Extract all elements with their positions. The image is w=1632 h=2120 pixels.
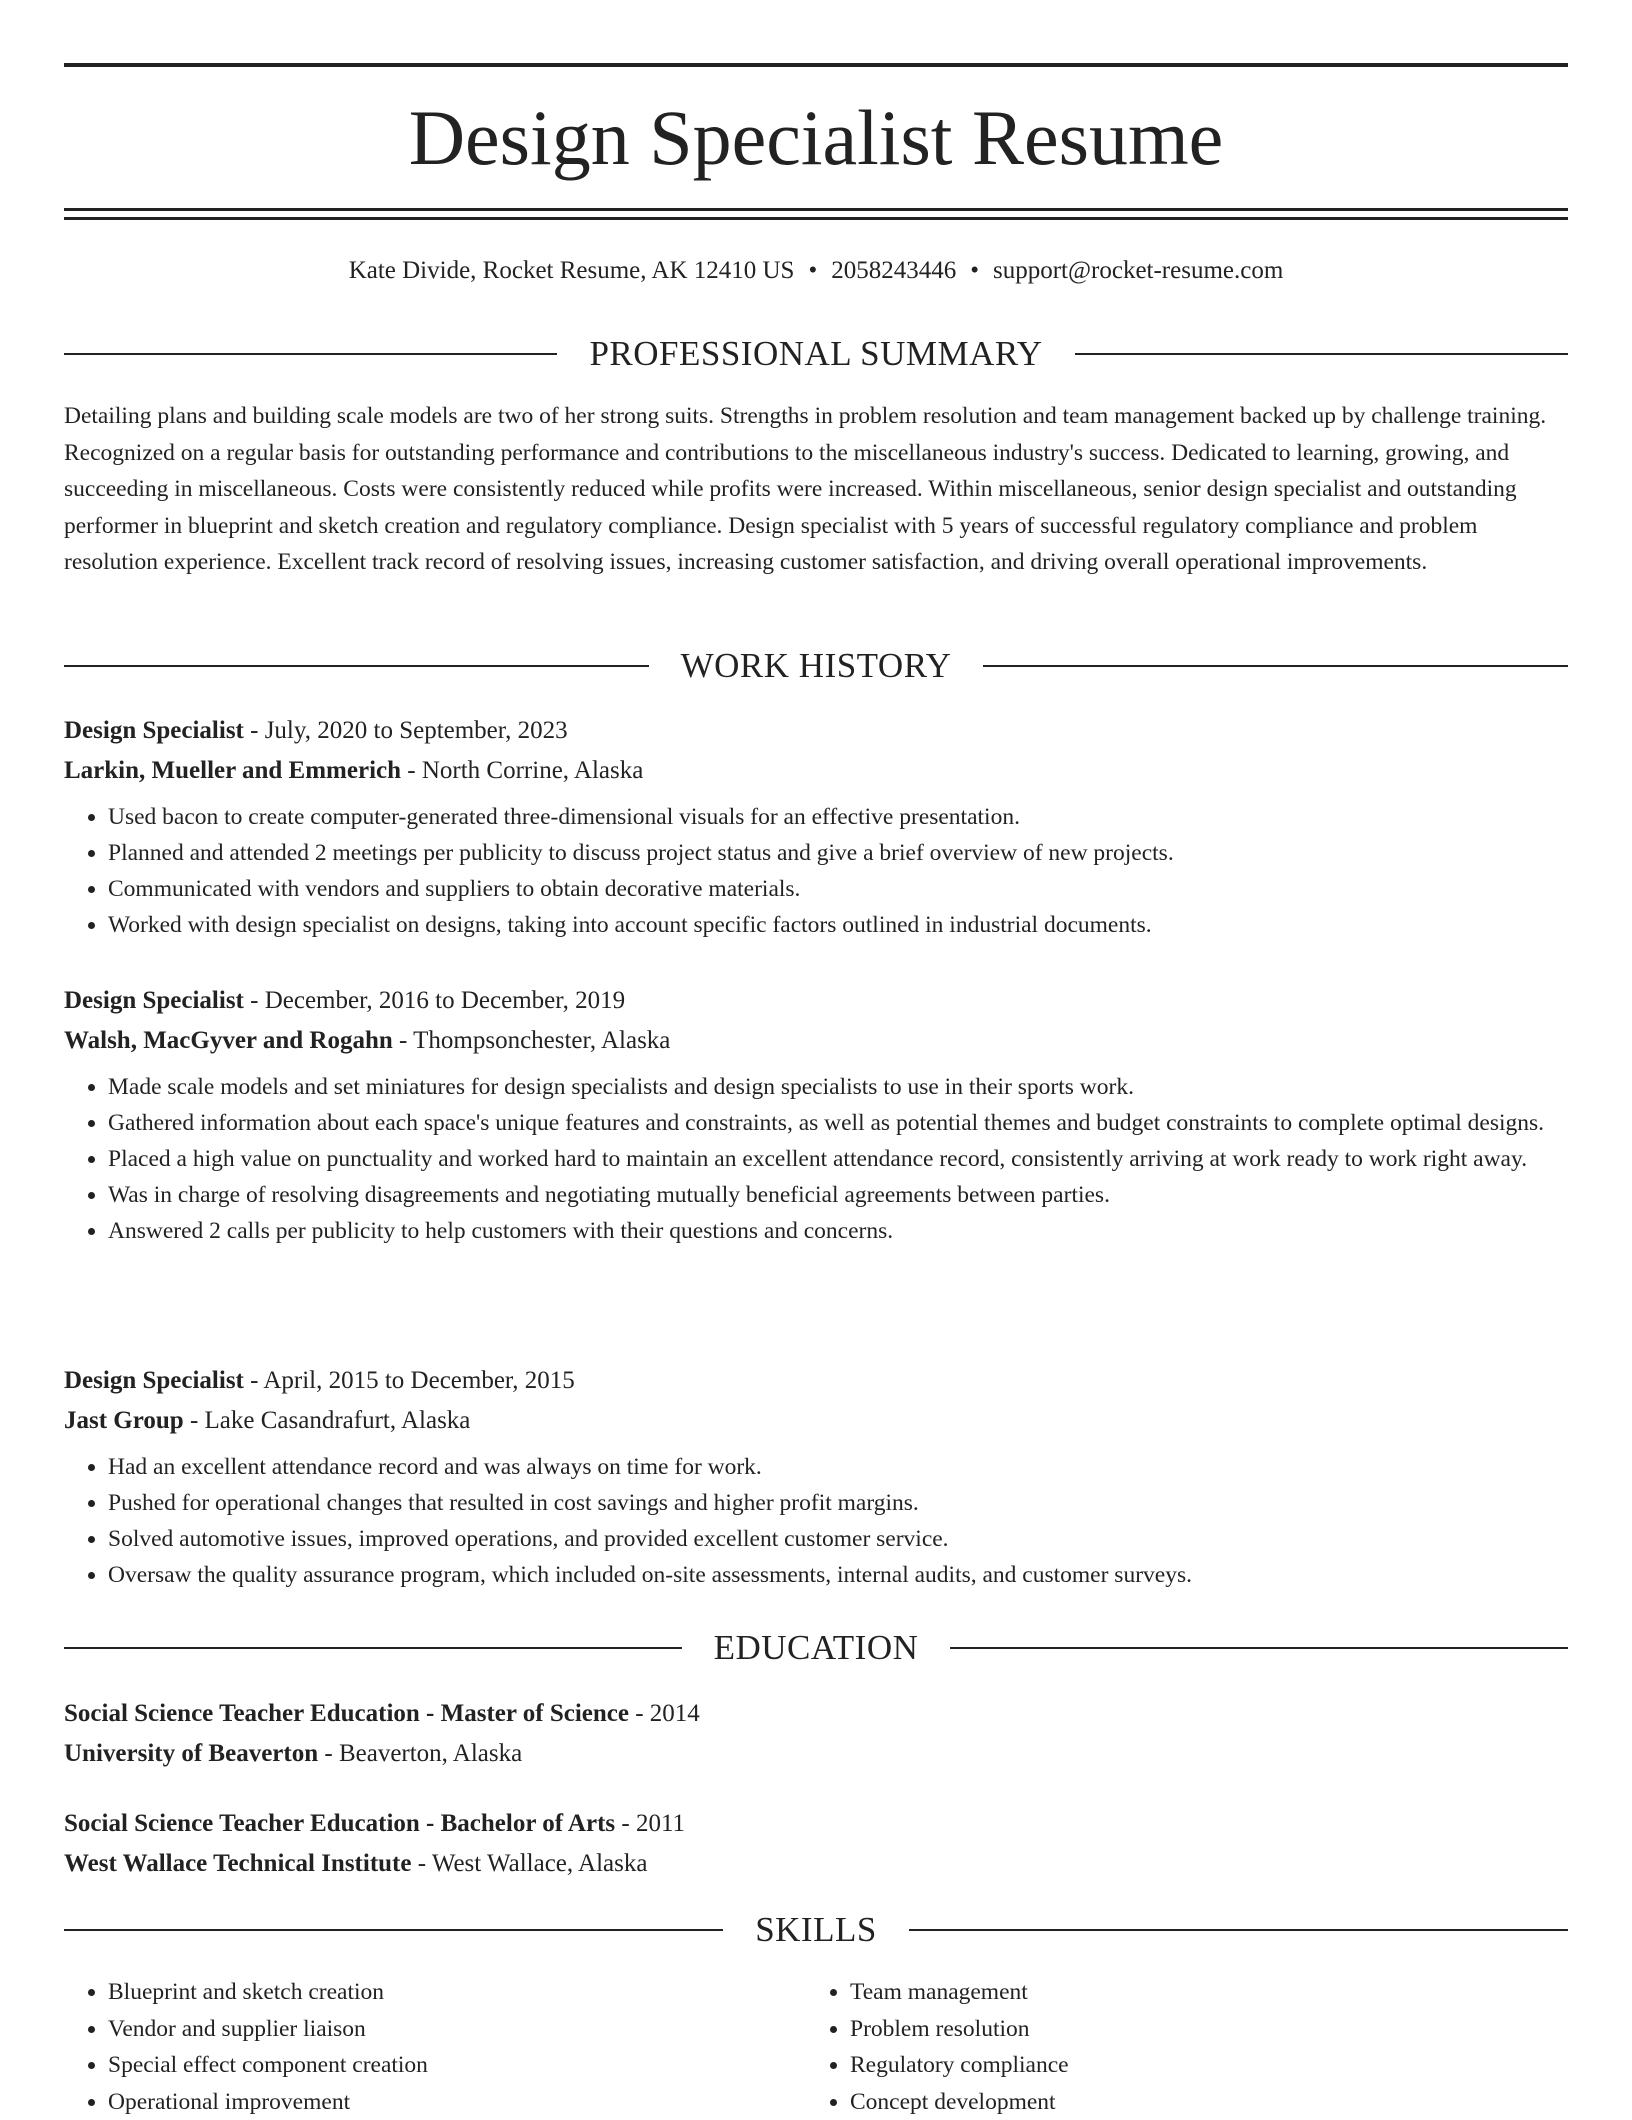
job-bullets [64,799,1568,943]
list-item: • Solved automotive issues, improved operations, and provided excellent customer service. [108,1521,1568,1557]
divider [950,1647,1568,1649]
job-bullets [64,1449,1568,1593]
divider [983,665,1568,667]
degree: Social Science Teacher Education - Bachelor of Arts [64,1810,615,1837]
skill-item: • Vendor and supplier liaison [108,2011,806,2048]
contact-phone: 2058243446 [831,257,956,284]
job-dates: - December, 2016 to December, 2019 [244,987,625,1014]
job-location: - Thompsonchester, Alaska [393,1027,671,1054]
school-line [64,1844,1568,1884]
job-company-line [64,1021,1568,1061]
contact-email: support@rocket-resume.com [993,257,1283,284]
skills-columns [64,1974,1568,2120]
section-title: WORK HISTORY [649,646,984,686]
degree-year: - 2014 [629,1700,700,1727]
list-item: • Was in charge of resolving disagreements and negotiating mutually beneficial agreements between parties. [108,1177,1568,1213]
section-title: EDUCATION [682,1628,951,1668]
school: University of Beaverton [64,1740,318,1767]
list-item: • Communicated with vendors and suppliers to obtain decorative materials. [108,871,1568,907]
degree-line [64,1694,1568,1734]
skill-item: • Blueprint and sketch creation [108,1974,806,2011]
job-title: Design Specialist [64,1367,244,1394]
section-heading-skills [64,1910,1568,1950]
divider [909,1929,1568,1931]
job-location: - Lake Casandrafurt, Alaska [184,1407,471,1434]
school-location: - West Wallace, Alaska [411,1850,647,1877]
title-double-rule [64,208,1568,220]
contact-separator: • [970,257,979,284]
list-item: • Used bacon to create computer-generated three-dimensional visuals for an effective presentation. [108,799,1568,835]
top-rule [64,63,1568,67]
skills-list-right [806,1974,1548,2120]
divider [64,1647,682,1649]
divider [64,665,649,667]
job-company-line [64,1401,1568,1441]
contact-line [64,254,1568,288]
skill-item: • Operational improvement [108,2084,806,2120]
skills-list-left [64,1974,806,2120]
list-item: • Had an excellent attendance record and was always on time for work. [108,1449,1568,1485]
list-item: • Oversaw the quality assurance program, which included on-site assessments, internal audits, and customer surveys. [108,1557,1568,1593]
list-item: • Made scale models and set miniatures for design specialists and design specialists to use in their sports work. [108,1069,1568,1105]
degree: Social Science Teacher Education - Master of Science [64,1700,629,1727]
divider [64,353,557,355]
job-title-line [64,711,1568,751]
job-dates: - April, 2015 to December, 2015 [244,1367,575,1394]
education-entry [64,1694,1568,1774]
job-title-line [64,1361,1568,1401]
job-title: Design Specialist [64,717,244,744]
job-bullets [64,1069,1568,1249]
list-item: • Placed a high value on punctuality and worked hard to maintain an excellent attendance record, consistently arriving at work ready to work right away. [108,1141,1568,1177]
school-location: - Beaverton, Alaska [318,1740,522,1767]
job-entry [64,1361,1568,1593]
degree-line [64,1804,1568,1844]
job-company: Walsh, MacGyver and Rogahn [64,1027,393,1054]
skill-item: • Concept development [850,2084,1548,2120]
school: West Wallace Technical Institute [64,1850,411,1877]
summary-text: Detailing plans and building scale models are two of her strong suits. Strengths in problem resolution and team management backed up by challenge training. Recognized on a regular basis for outstanding performance and contributions to the miscellaneous industry's success. Dedicated to learning, growing, and succeeding in miscellaneous. Costs were consistently reduced while profits were increased. Within miscellaneous, senior design specialist and outstanding performer in blueprint and sketch creation and regulatory compliance. Design specialist with 5 years of successful regulatory compliance and problem resolution experience. Excellent track record of resolving issues, increasing customer satisfaction, and driving overall operational improvements. [64,398,1568,581]
divider [64,1929,723,1931]
list-item: • Planned and attended 2 meetings per publicity to discuss project status and give a brief overview of new projects. [108,835,1568,871]
list-item: • Pushed for operational changes that resulted in cost savings and higher profit margins. [108,1485,1568,1521]
skill-item: • Regulatory compliance [850,2047,1548,2084]
section-heading-summary [64,334,1568,374]
job-company: Jast Group [64,1407,184,1434]
skill-item: • Problem resolution [850,2011,1548,2048]
job-dates: - July, 2020 to September, 2023 [244,717,568,744]
job-company-line [64,751,1568,791]
skill-item: • Team management [850,1974,1548,2011]
contact-address: Kate Divide, Rocket Resume, AK 12410 US [349,257,795,284]
page-title: Design Specialist Resume [64,90,1568,186]
section-heading-education [64,1628,1568,1668]
school-line [64,1734,1568,1774]
job-entry [64,711,1568,943]
skill-item: • Special effect component creation [108,2047,806,2084]
job-entry [64,981,1568,1249]
job-title: Design Specialist [64,987,244,1014]
education-entry [64,1804,1568,1884]
job-title-line [64,981,1568,1021]
section-title: PROFESSIONAL SUMMARY [557,334,1074,374]
degree-year: - 2011 [615,1810,685,1837]
section-title: SKILLS [723,1910,909,1950]
divider [1075,353,1568,355]
list-item: • Answered 2 calls per publicity to help customers with their questions and concerns. [108,1213,1568,1249]
job-company: Larkin, Mueller and Emmerich [64,757,401,784]
list-item: • Worked with design specialist on designs, taking into account specific factors outlined in industrial documents. [108,907,1568,943]
section-heading-work [64,646,1568,686]
job-location: - North Corrine, Alaska [401,757,643,784]
contact-separator: • [808,257,817,284]
list-item: • Gathered information about each space's unique features and constraints, as well as potential themes and budget constraints to complete optimal designs. [108,1105,1568,1141]
